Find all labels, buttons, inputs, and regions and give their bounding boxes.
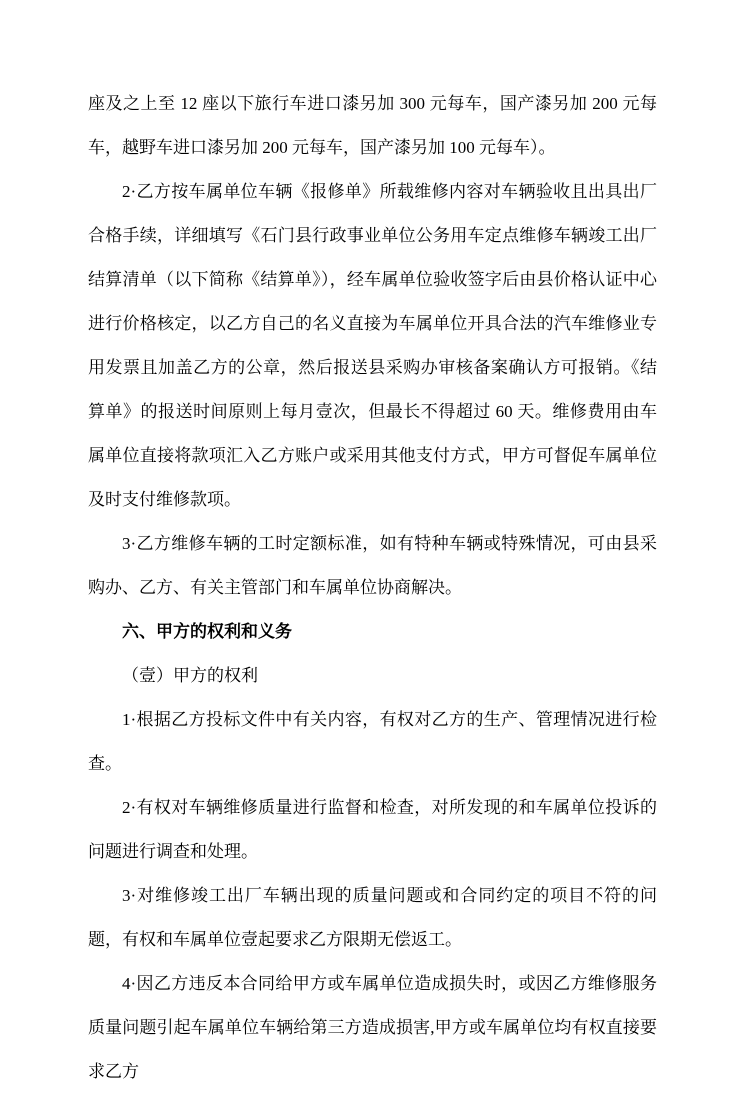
paragraph-right-3: 3·对维修竣工出厂车辆出现的质量问题或和合同约定的项目不符的问题，有权和车属单位壹起要求乙方限期无偿返工。 [88,886,657,949]
paragraph-clause-2: 2·乙方按车属单位车辆《报修单》所载维修内容对车辆验收且出具出厂合格手续，详细填写《石门县行政事业单位公务用车定点维修车辆竣工出厂结算清单（以下简称《结算单》），经车属单位验收签字后由县价格认证中心进行价格核定，以乙方自己的名义直接为车属单位开具合法的汽车维修业专用发票且加盖乙方的公章，然后报送县采购办审核备案确认方可报销。《结算单》的报送时间原则上每月壹次，但最长不得超过 60 天。维修费用由车属单位直接将款项汇入乙方账户或采用其他支付方式，甲方可督促车属单位及时支付维修款项。 [88,182,657,509]
paragraph-right-1: 1·根据乙方投标文件中有关内容，有权对乙方的生产、管理情况进行检查。 [88,710,657,773]
paragraph-right-4: 4·因乙方违反本合同给甲方或车属单位造成损失时，或因乙方维修服务质量问题引起车属单位车辆给第三方造成损害,甲方或车属单位均有权直接要求乙方 [88,974,657,1081]
subsection-heading-rights: （壹）甲方的权利 [122,666,258,685]
paragraph-clause-3: 3·乙方维修车辆的工时定额标准，如有特种车辆或特殊情况，可由县采购办、乙方、有关主管部门和车属单位协商解决。 [88,534,657,597]
paragraph-continuation: 座及之上至 12 座以下旅行车进口漆另加 300 元每车，国产漆另加 200 元每车，越野车进口漆另加 200 元每车，国产漆另加 100 元每车）。 [88,94,657,157]
section-heading-6: 六、甲方的权利和义务 [122,622,292,641]
paragraph-right-2: 2·有权对车辆维修质量进行监督和检查，对所发现的和车属单位投诉的问题进行调查和处理。 [88,798,657,861]
